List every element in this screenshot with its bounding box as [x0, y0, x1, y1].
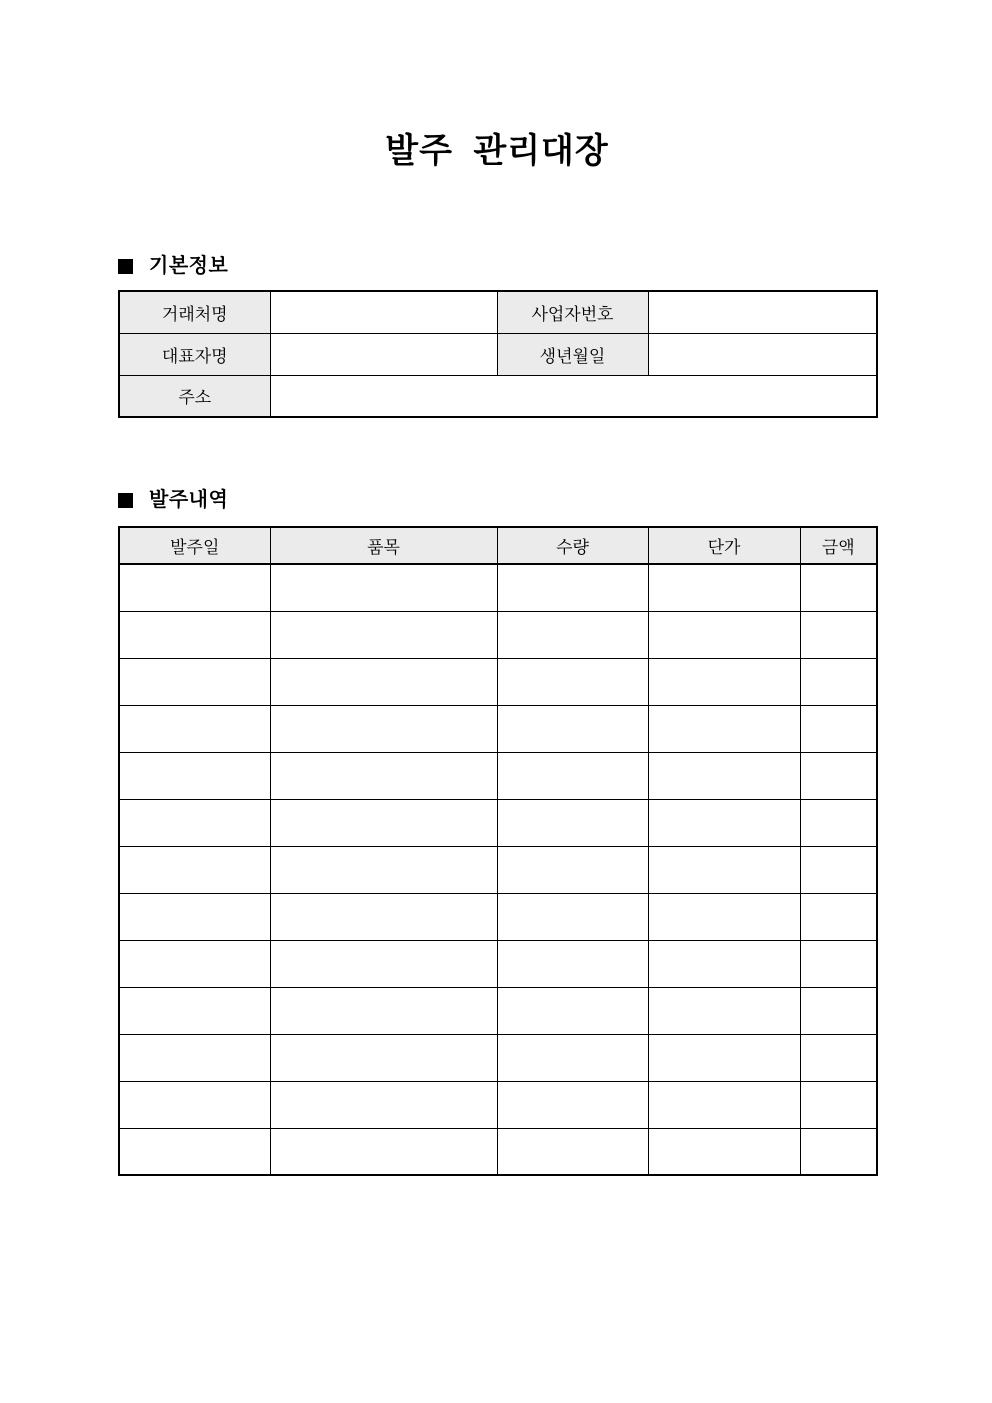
order-cell[interactable]	[119, 752, 270, 799]
order-cell[interactable]	[648, 846, 800, 893]
page-title: 발주 관리대장	[385, 132, 609, 170]
basic-info-row-3	[119, 375, 877, 417]
basic-info-heading	[118, 256, 876, 276]
order-cell[interactable]	[800, 799, 877, 846]
order-cell[interactable]	[648, 893, 800, 940]
order-cell[interactable]	[648, 987, 800, 1034]
order-cell[interactable]	[119, 1128, 270, 1175]
order-table-row-8	[119, 893, 877, 940]
order-cell[interactable]	[497, 940, 648, 987]
business-number-label: 사업자번호	[497, 291, 648, 333]
order-cell[interactable]	[497, 564, 648, 611]
order-cell[interactable]	[270, 940, 497, 987]
order-cell[interactable]	[648, 1034, 800, 1081]
order-cell[interactable]	[119, 799, 270, 846]
black-square-icon	[118, 259, 133, 274]
address-field[interactable]	[270, 375, 877, 417]
item-column-header: 품목	[270, 527, 497, 564]
order-cell[interactable]	[270, 705, 497, 752]
order-cell[interactable]	[270, 893, 497, 940]
order-cell[interactable]	[648, 940, 800, 987]
client-name-label: 거래처명	[119, 291, 270, 333]
amount-column-header: 금액	[800, 527, 877, 564]
order-cell[interactable]	[648, 799, 800, 846]
order-cell[interactable]	[800, 752, 877, 799]
representative-label: 대표자명	[119, 333, 270, 375]
order-cell[interactable]	[497, 893, 648, 940]
order-cell[interactable]	[497, 611, 648, 658]
order-table-row-6	[119, 799, 877, 846]
order-cell[interactable]	[119, 987, 270, 1034]
address-label: 주소	[119, 375, 270, 417]
order-table-row-5	[119, 752, 877, 799]
order-cell[interactable]	[648, 1081, 800, 1128]
order-cell[interactable]	[497, 705, 648, 752]
birth-date-field[interactable]	[648, 333, 877, 375]
order-cell[interactable]	[497, 799, 648, 846]
unit-price-column-header: 단가	[648, 527, 800, 564]
order-cell[interactable]	[800, 564, 877, 611]
order-table-row-1	[119, 564, 877, 611]
section-order-details	[118, 490, 876, 1176]
quantity-column-header: 수량	[497, 527, 648, 564]
order-table-header-row	[119, 527, 877, 564]
order-cell[interactable]	[800, 611, 877, 658]
order-cell[interactable]	[497, 1034, 648, 1081]
order-cell[interactable]	[800, 658, 877, 705]
basic-info-row-1	[119, 291, 877, 333]
order-cell[interactable]	[800, 1081, 877, 1128]
order-cell[interactable]	[119, 611, 270, 658]
order-cell[interactable]	[648, 564, 800, 611]
order-cell[interactable]	[497, 752, 648, 799]
order-cell[interactable]	[119, 893, 270, 940]
order-cell[interactable]	[648, 752, 800, 799]
birth-date-label: 생년월일	[497, 333, 648, 375]
order-table-row-3	[119, 658, 877, 705]
order-cell[interactable]	[800, 893, 877, 940]
order-cell[interactable]	[497, 987, 648, 1034]
order-table	[118, 526, 878, 1176]
order-cell[interactable]	[800, 705, 877, 752]
order-table-row-2	[119, 611, 877, 658]
order-cell[interactable]	[497, 846, 648, 893]
order-cell[interactable]	[270, 658, 497, 705]
order-cell[interactable]	[119, 940, 270, 987]
order-table-row-13	[119, 1128, 877, 1175]
order-cell[interactable]	[497, 1128, 648, 1175]
black-square-icon	[118, 493, 133, 508]
order-table-row-12	[119, 1081, 877, 1128]
order-details-heading-label: 발주내역	[149, 489, 229, 511]
order-cell[interactable]	[648, 705, 800, 752]
order-cell[interactable]	[119, 658, 270, 705]
order-cell[interactable]	[119, 1034, 270, 1081]
client-name-field[interactable]	[270, 291, 497, 333]
order-table-row-4	[119, 705, 877, 752]
order-cell[interactable]	[270, 987, 497, 1034]
order-cell[interactable]	[800, 1034, 877, 1081]
order-cell[interactable]	[497, 1081, 648, 1128]
order-table-row-10	[119, 987, 877, 1034]
order-cell[interactable]	[497, 658, 648, 705]
order-cell[interactable]	[800, 1128, 877, 1175]
order-cell[interactable]	[119, 1081, 270, 1128]
order-cell[interactable]	[119, 705, 270, 752]
order-cell[interactable]	[648, 611, 800, 658]
order-cell[interactable]	[270, 799, 497, 846]
order-cell[interactable]	[270, 564, 497, 611]
basic-info-heading-label: 기본정보	[149, 255, 229, 277]
order-table-row-7	[119, 846, 877, 893]
order-details-heading	[118, 490, 876, 510]
basic-info-table	[118, 290, 878, 418]
order-cell[interactable]	[800, 940, 877, 987]
order-cell[interactable]	[270, 752, 497, 799]
representative-field[interactable]	[270, 333, 497, 375]
order-cell[interactable]	[800, 987, 877, 1034]
business-number-field[interactable]	[648, 291, 877, 333]
order-cell[interactable]	[119, 564, 270, 611]
order-cell[interactable]	[270, 846, 497, 893]
order-date-column-header: 발주일	[119, 527, 270, 564]
section-basic-info	[118, 256, 876, 418]
order-cell[interactable]	[800, 846, 877, 893]
order-table-row-11	[119, 1034, 877, 1081]
order-table-body	[119, 564, 877, 1175]
order-cell[interactable]	[270, 1034, 497, 1081]
order-cell[interactable]	[270, 1128, 497, 1175]
order-table-row-9	[119, 940, 877, 987]
order-cell[interactable]	[648, 658, 800, 705]
order-cell[interactable]	[270, 611, 497, 658]
basic-info-row-2	[119, 333, 877, 375]
order-cell[interactable]	[648, 1128, 800, 1175]
order-cell[interactable]	[119, 846, 270, 893]
order-cell[interactable]	[270, 1081, 497, 1128]
